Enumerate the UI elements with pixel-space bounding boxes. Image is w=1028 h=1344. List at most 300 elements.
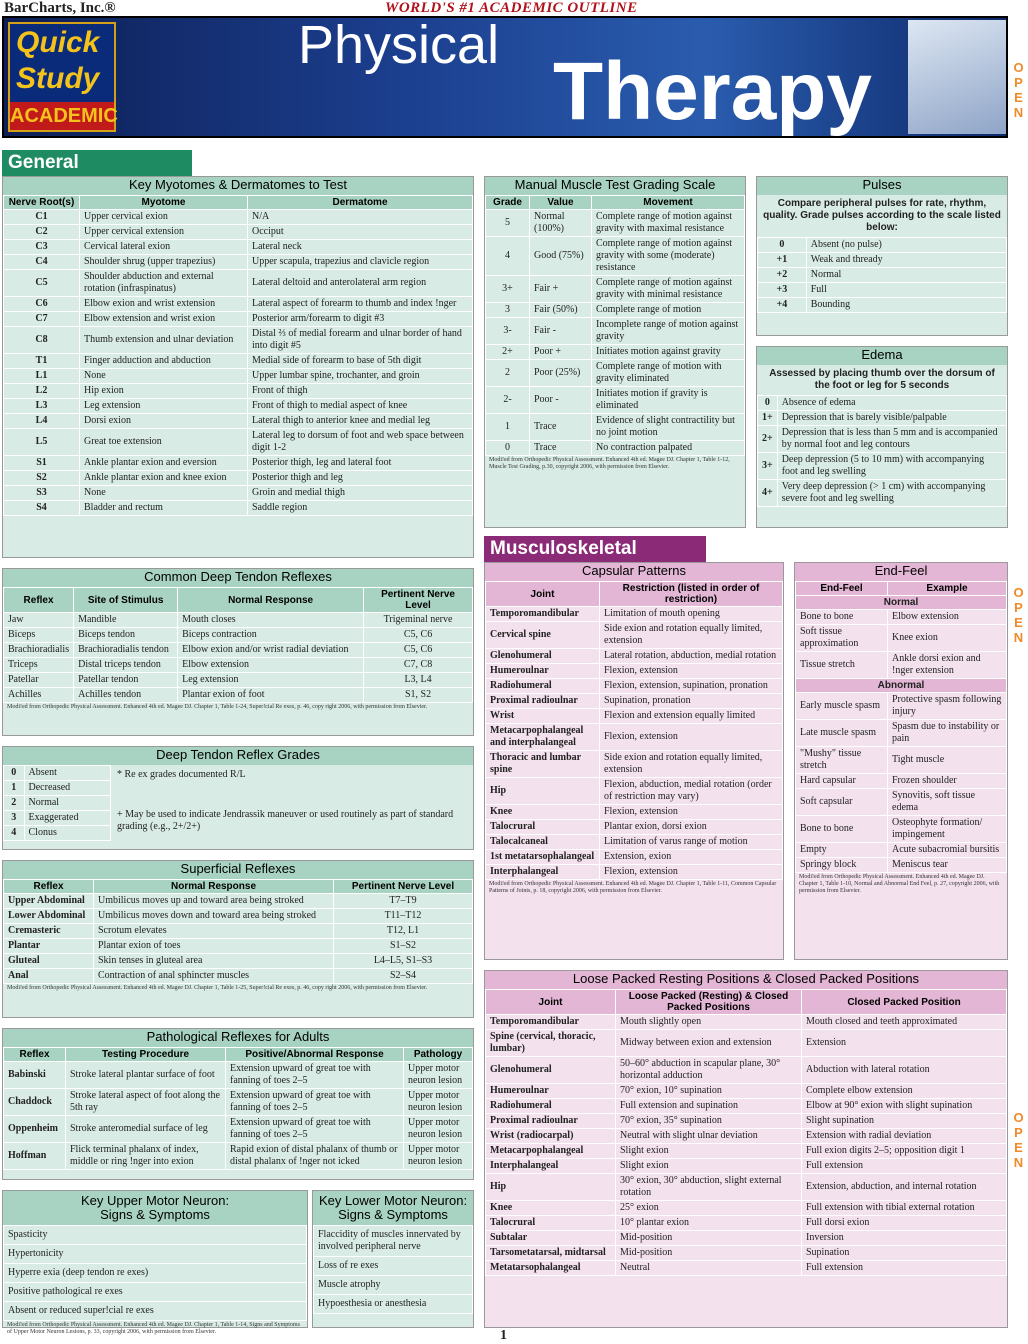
table-cell: Mid-position bbox=[616, 1246, 802, 1261]
table-cell: Upper Abdominal bbox=[4, 894, 94, 909]
col-header: Joint bbox=[486, 582, 600, 607]
table-cell: Very deep depression (> 1 cm) with accompanying severe foot and leg swelling bbox=[777, 480, 1006, 507]
table-row bbox=[4, 658, 473, 673]
table-cell: 50–60° abduction in scapular plane, 30° horizontal adduction bbox=[616, 1057, 802, 1084]
capsular-table-box bbox=[484, 562, 784, 960]
table-cell: Glenohumeral bbox=[486, 649, 600, 664]
list-item-text: Spasticity bbox=[4, 1226, 307, 1245]
table-cell: Proximal radioulnar bbox=[486, 1114, 616, 1129]
table-cell: L3 bbox=[4, 399, 80, 414]
table-row bbox=[486, 1201, 1007, 1216]
table-row bbox=[4, 1143, 473, 1170]
dtr-grades-body bbox=[4, 766, 111, 841]
list-item-text: Absent or reduced super!cial re exes bbox=[4, 1302, 307, 1321]
table-cell: Stroke anteromedial surface of leg bbox=[66, 1116, 226, 1143]
table-cell: Occiput bbox=[248, 225, 473, 240]
table-row bbox=[486, 387, 745, 414]
table-cell: Leg extension bbox=[178, 673, 364, 688]
page-number: 1 bbox=[500, 1328, 507, 1343]
endfeel-source-note: Modi!ed from Orthopedic Physical Assessment. Enhanced 4th ed. Magee DJ. Chapter 1, Table 1-10, Normal and Abnormal End Feel, p. 27, copyright 2006, with permission from Elsevier. bbox=[799, 874, 1000, 894]
table-cell: 1st metatarsophalangeal bbox=[486, 850, 600, 865]
dtr-grades-caption: Deep Tendon Reflex Grades bbox=[3, 747, 473, 765]
mmt-table bbox=[485, 195, 745, 456]
quickstudy-logo bbox=[8, 22, 116, 132]
mmt-table-box bbox=[484, 176, 746, 528]
packed-table-box bbox=[484, 970, 1008, 1328]
table-row bbox=[4, 954, 473, 969]
table-cell: Achilles tendon bbox=[74, 688, 178, 703]
table-cell: 1+ bbox=[758, 411, 778, 426]
myotomes-body bbox=[4, 210, 473, 516]
table-cell: Meniscus tear bbox=[888, 858, 1007, 873]
table-row bbox=[486, 724, 783, 751]
table-cell: Upper scapula, trapezius and clavicle region bbox=[248, 255, 473, 270]
table-cell: Depression that is barely visible/palpable bbox=[777, 411, 1006, 426]
table-cell: 0 bbox=[758, 396, 778, 411]
table-row bbox=[486, 709, 783, 724]
table-row bbox=[4, 456, 473, 471]
table-cell: Tissue stretch bbox=[796, 652, 888, 679]
table-row bbox=[4, 894, 473, 909]
table-cell: N/A bbox=[248, 210, 473, 225]
brand-name: BarCharts, Inc.® bbox=[4, 0, 116, 16]
table-cell: Skin tenses in gluteal area bbox=[94, 954, 334, 969]
table-cell: Flexion and extension equally limited bbox=[600, 709, 783, 724]
col-header: Movement bbox=[592, 196, 745, 210]
table-row bbox=[486, 850, 783, 865]
table-cell: Posterior thigh and leg bbox=[248, 471, 473, 486]
title-therapy: Therapy bbox=[553, 46, 872, 137]
table-row bbox=[486, 1231, 1007, 1246]
pulses-table bbox=[757, 237, 1007, 313]
table-cell: Weak and thready bbox=[806, 253, 1006, 268]
list-item bbox=[314, 1257, 473, 1276]
table-cell: Achilles bbox=[4, 688, 74, 703]
doctor-photo bbox=[908, 20, 1006, 134]
table-cell: 0 bbox=[4, 766, 25, 781]
table-cell: Biceps contraction bbox=[178, 628, 364, 643]
table-cell: Flick terminal phalanx of index, middle or ring !nger into exion bbox=[66, 1143, 226, 1170]
table-cell: Metacarpophalangeal and interphalangeal bbox=[486, 724, 600, 751]
table-cell: Biceps bbox=[4, 628, 74, 643]
list-item bbox=[4, 1283, 307, 1302]
table-cell: 1 bbox=[4, 781, 25, 796]
table-cell: Medial side of forearm to base of 5th digit bbox=[248, 354, 473, 369]
table-cell: Lateral rotation, abduction, medial rotation bbox=[600, 649, 783, 664]
table-cell: Fair + bbox=[530, 276, 592, 303]
table-cell: 2+ bbox=[758, 426, 778, 453]
edema-intro: Assessed by placing thumb over the dorsum of the foot or leg for 5 seconds bbox=[769, 368, 995, 391]
table-cell: Lateral leg to dorsum of foot and web space between digit 1-2 bbox=[248, 429, 473, 456]
list-item bbox=[314, 1295, 473, 1314]
table-cell: Flexion, extension, supination, pronation bbox=[600, 679, 783, 694]
open-tab-label: OPEN bbox=[1011, 585, 1026, 645]
table-cell: Thumb extension and ulnar deviation bbox=[80, 327, 248, 354]
table-cell: Jaw bbox=[4, 613, 74, 628]
logo-study: Study bbox=[16, 62, 100, 95]
table-cell: Dorsi exion bbox=[80, 414, 248, 429]
table-cell: C8 bbox=[4, 327, 80, 354]
pulses-caption: Pulses bbox=[757, 177, 1007, 195]
table-row bbox=[758, 283, 1007, 298]
table-cell: Humeroulnar bbox=[486, 664, 600, 679]
table-cell: Slight supination bbox=[802, 1114, 1007, 1129]
table-cell: Talocrural bbox=[486, 1216, 616, 1231]
table-cell: Babinski bbox=[4, 1062, 66, 1089]
table-cell: Knee bbox=[486, 1201, 616, 1216]
col-header: Normal Response bbox=[94, 880, 334, 894]
table-cell: Ankle dorsi exion and !nger extension bbox=[888, 652, 1007, 679]
table-cell: Osteophyte formation/ impingement bbox=[888, 816, 1007, 843]
table-cell: Upper motor neuron lesion bbox=[404, 1062, 473, 1089]
table-cell: Neutral bbox=[616, 1261, 802, 1276]
table-cell: Upper cervical exion bbox=[80, 210, 248, 225]
table-cell: Abduction with lateral rotation bbox=[802, 1057, 1007, 1084]
table-cell: Normal bbox=[806, 268, 1006, 283]
table-cell: Gluteal bbox=[4, 954, 94, 969]
table-cell: C6 bbox=[4, 297, 80, 312]
table-cell: 4 bbox=[4, 826, 25, 841]
table-cell: Brachioradialis bbox=[4, 643, 74, 658]
dtr-grades-notes bbox=[111, 765, 473, 841]
table-cell: Stroke lateral aspect of foot along the 5th ray bbox=[66, 1089, 226, 1116]
table-row bbox=[486, 805, 783, 820]
pathological-body bbox=[4, 1062, 473, 1170]
table-cell: Late muscle spasm bbox=[796, 720, 888, 747]
table-cell: Evidence of slight contractility but no joint motion bbox=[592, 414, 745, 441]
table-row bbox=[486, 1144, 1007, 1159]
table-cell: Saddle region bbox=[248, 501, 473, 516]
table-cell: Umbilicus moves up and toward area being stroked bbox=[94, 894, 334, 909]
table-cell: Rapid exion of distal phalanx of thumb or distal phalanx of !nger not icked bbox=[226, 1143, 404, 1170]
table-row bbox=[4, 688, 473, 703]
table-cell: Upper motor neuron lesion bbox=[404, 1089, 473, 1116]
table-cell: Poor - bbox=[530, 387, 592, 414]
table-row bbox=[486, 303, 745, 318]
pathological-caption: Pathological Reflexes for Adults bbox=[3, 1029, 473, 1047]
table-cell: L4–L5, S1–S3 bbox=[334, 954, 473, 969]
table-cell: Complete range of motion against gravity with maximal resistance bbox=[592, 210, 745, 237]
table-cell: Mouth closes bbox=[178, 613, 364, 628]
table-cell: Radiohumeral bbox=[486, 1099, 616, 1114]
table-cell: Initiates motion against gravity bbox=[592, 345, 745, 360]
table-cell: Ankle plantar exion and eversion bbox=[80, 456, 248, 471]
superficial-table-box bbox=[2, 860, 474, 1018]
table-row bbox=[486, 414, 745, 441]
superficial-table bbox=[3, 879, 473, 984]
table-cell: Tight muscle bbox=[888, 747, 1007, 774]
table-row bbox=[486, 237, 745, 276]
endfeel-table bbox=[795, 581, 1007, 873]
table-cell: S1 bbox=[4, 456, 80, 471]
table-row bbox=[4, 414, 473, 429]
table-cell: Flexion, abduction, medial rotation (order of restriction may vary) bbox=[600, 778, 783, 805]
edema-body bbox=[758, 396, 1007, 507]
table-cell: Trace bbox=[530, 441, 592, 456]
table-cell: +3 bbox=[758, 283, 807, 298]
packed-caption: Loose Packed Resting Positions & Closed Packed Positions bbox=[485, 971, 1007, 989]
table-row bbox=[486, 679, 783, 694]
table-cell: Limitation of mouth opening bbox=[600, 607, 783, 622]
table-cell: C5, C6 bbox=[364, 628, 473, 643]
table-cell: Shoulder abduction and external rotation (infraspinatus) bbox=[80, 270, 248, 297]
table-row bbox=[486, 1114, 1007, 1129]
table-cell: 0 bbox=[486, 441, 530, 456]
table-cell: Elbow at 90° exion with slight supination bbox=[802, 1099, 1007, 1114]
col-header: Testing Procedure bbox=[66, 1048, 226, 1062]
open-tab-label: OPEN bbox=[1011, 60, 1026, 120]
table-cell: S2–S4 bbox=[334, 969, 473, 984]
table-cell: Full extension bbox=[802, 1159, 1007, 1174]
table-row bbox=[4, 673, 473, 688]
table-cell: Temporomandibular bbox=[486, 607, 600, 622]
table-cell: Hip exion bbox=[80, 384, 248, 399]
table-row bbox=[4, 643, 473, 658]
table-cell: 70° exion, 10° supination bbox=[616, 1084, 802, 1099]
table-cell: Hip bbox=[486, 1174, 616, 1201]
table-row bbox=[758, 453, 1007, 480]
table-cell: Bounding bbox=[806, 298, 1006, 313]
col-header: Grade bbox=[486, 196, 530, 210]
col-header: Restriction (listed in order of restriction) bbox=[600, 582, 783, 607]
table-cell: Distal triceps tendon bbox=[74, 658, 178, 673]
table-cell: Full extension bbox=[802, 1261, 1007, 1276]
table-row bbox=[486, 820, 783, 835]
table-cell: T1 bbox=[4, 354, 80, 369]
table-row bbox=[796, 747, 1007, 774]
table-row bbox=[486, 1159, 1007, 1174]
edema-box bbox=[756, 346, 1008, 528]
mmt-source-note: Modi!ed from Orthopedic Physical Assessment. Enhanced 4th ed. Magee DJ. Chapter 1, Table 1-12, Muscle Test Grading, p.30, copyright 2006, with permission from Elsevier. bbox=[489, 457, 730, 470]
table-cell: Glenohumeral bbox=[486, 1057, 616, 1084]
table-row bbox=[486, 778, 783, 805]
table-cell: Soft capsular bbox=[796, 789, 888, 816]
outline-tagline: WORLD'S #1 ACADEMIC OUTLINE bbox=[385, 0, 638, 16]
table-row bbox=[4, 909, 473, 924]
list-item-text: Hypoesthesia or anesthesia bbox=[314, 1295, 473, 1314]
table-cell: 4+ bbox=[758, 480, 778, 507]
table-cell: T11–T12 bbox=[334, 909, 473, 924]
table-cell: 0 bbox=[758, 238, 807, 253]
col-header: Normal Response bbox=[178, 588, 364, 613]
table-cell: Great toe extension bbox=[80, 429, 248, 456]
myotomes-table-box bbox=[2, 176, 474, 558]
table-cell: Upper motor neuron lesion bbox=[404, 1143, 473, 1170]
table-row bbox=[4, 384, 473, 399]
table-row bbox=[4, 781, 111, 796]
table-cell: Absent bbox=[24, 766, 110, 781]
table-cell: 2 bbox=[486, 360, 530, 387]
table-cell: Protective spasm following injury bbox=[888, 693, 1007, 720]
pathological-table-box bbox=[2, 1028, 474, 1180]
table-cell: 2+ bbox=[486, 345, 530, 360]
table-cell: Flexion, extension bbox=[600, 805, 783, 820]
table-row bbox=[796, 858, 1007, 873]
table-cell: Clonus bbox=[24, 826, 110, 841]
table-cell: 2 bbox=[4, 796, 25, 811]
table-cell: Stroke lateral plantar surface of foot bbox=[66, 1062, 226, 1089]
table-cell: Initiates motion if gravity is eliminated bbox=[592, 387, 745, 414]
table-cell: Trigeminal nerve bbox=[364, 613, 473, 628]
table-cell: 3 bbox=[486, 303, 530, 318]
table-cell: Incomplete range of motion against gravity bbox=[592, 318, 745, 345]
table-cell: Full dorsi exion bbox=[802, 1216, 1007, 1231]
table-cell: Elbow extension bbox=[178, 658, 364, 673]
table-cell: Front of thigh to medial aspect of knee bbox=[248, 399, 473, 414]
table-row bbox=[486, 318, 745, 345]
table-cell: Lower Abdominal bbox=[4, 909, 94, 924]
table-row bbox=[796, 610, 1007, 625]
table-cell: Brachioradialis tendon bbox=[74, 643, 178, 658]
table-cell: Plantar bbox=[4, 939, 94, 954]
table-cell: Ankle plantar exion and knee exion bbox=[80, 471, 248, 486]
table-row bbox=[486, 1015, 1007, 1030]
table-cell: Upper lumbar spine, trochanter, and groin bbox=[248, 369, 473, 384]
table-subheader bbox=[796, 679, 1007, 693]
table-cell: 3+ bbox=[758, 453, 778, 480]
table-cell: Absence of edema bbox=[777, 396, 1006, 411]
table-cell: Bladder and rectum bbox=[80, 501, 248, 516]
table-row bbox=[4, 766, 111, 781]
table-cell: Absent (no pulse) bbox=[806, 238, 1006, 253]
table-cell: No contraction palpated bbox=[592, 441, 745, 456]
table-cell: Full extension with tibial external rotation bbox=[802, 1201, 1007, 1216]
table-cell: Spasm due to instability or pain bbox=[888, 720, 1007, 747]
myotomes-caption: Key Myotomes & Dermatomes to Test bbox=[3, 177, 473, 195]
col-header: Reflex bbox=[4, 588, 74, 613]
table-cell: Midway between exion and extension bbox=[616, 1030, 802, 1057]
table-cell: +1 bbox=[758, 253, 807, 268]
edema-table bbox=[757, 395, 1007, 507]
table-cell: Plantar exion of toes bbox=[94, 939, 334, 954]
table-cell: Springy block bbox=[796, 858, 888, 873]
table-cell: Fair (50%) bbox=[530, 303, 592, 318]
table-row bbox=[4, 486, 473, 501]
table-row bbox=[4, 826, 111, 841]
table-cell: Extension upward of great toe with fanning of toes 2–5 bbox=[226, 1062, 404, 1089]
table-cell: Mouth closed and teeth approximated bbox=[802, 1015, 1007, 1030]
packed-table bbox=[485, 989, 1007, 1276]
lmn-list bbox=[313, 1225, 473, 1314]
superficial-source-note: Modi!ed from Orthopedic Physical Assessment. Enhanced 4th ed. Magee DJ. Chapter 1, Table 1-25, Super!cial Re exes, p. 46, copy right 2006, with permission from Elsevier. bbox=[7, 985, 428, 991]
lmn-body bbox=[314, 1226, 473, 1314]
table-row bbox=[486, 1099, 1007, 1114]
col-header: Joint bbox=[486, 990, 616, 1015]
table-cell: Complete range of motion against gravity with some (moderate) resistance bbox=[592, 237, 745, 276]
table-cell: Wrist (radiocarpal) bbox=[486, 1129, 616, 1144]
pathological-table bbox=[3, 1047, 473, 1170]
open-tab-1 bbox=[1008, 60, 1024, 124]
subheader-label: Abnormal bbox=[796, 679, 1007, 693]
table-cell: Upper motor neuron lesion bbox=[404, 1116, 473, 1143]
table-row bbox=[4, 312, 473, 327]
table-cell: Trace bbox=[530, 414, 592, 441]
table-cell: Hoffman bbox=[4, 1143, 66, 1170]
col-header: Myotome bbox=[80, 196, 248, 210]
table-cell: Complete range of motion bbox=[592, 303, 745, 318]
table-cell: 1 bbox=[486, 414, 530, 441]
table-cell: C7, C8 bbox=[364, 658, 473, 673]
table-cell: S2 bbox=[4, 471, 80, 486]
table-cell: +4 bbox=[758, 298, 807, 313]
table-cell: T7–T9 bbox=[334, 894, 473, 909]
table-row bbox=[796, 789, 1007, 816]
list-item-text: Loss of re exes bbox=[314, 1257, 473, 1276]
table-row bbox=[4, 969, 473, 984]
list-item-text: Hyperre exia (deep tendon re exes) bbox=[4, 1264, 307, 1283]
table-cell: Oppenheim bbox=[4, 1116, 66, 1143]
umn-body bbox=[4, 1226, 307, 1321]
table-cell: Side exion and rotation equally limited, extension bbox=[600, 622, 783, 649]
table-cell: Early muscle spasm bbox=[796, 693, 888, 720]
endfeel-body bbox=[796, 596, 1007, 873]
superficial-body bbox=[4, 894, 473, 984]
table-row bbox=[486, 345, 745, 360]
list-item-text: Hypertonicity bbox=[4, 1245, 307, 1264]
table-cell: Cervical spine bbox=[486, 622, 600, 649]
table-cell: T12, L1 bbox=[334, 924, 473, 939]
endfeel-table-box bbox=[794, 562, 1008, 960]
table-cell: L5 bbox=[4, 429, 80, 456]
table-cell: Extension, exion bbox=[600, 850, 783, 865]
table-row bbox=[796, 774, 1007, 789]
table-cell: Extension bbox=[802, 1030, 1007, 1057]
endfeel-caption: End-Feel bbox=[795, 563, 1007, 581]
open-tab-3 bbox=[1008, 1110, 1024, 1174]
table-cell: Empty bbox=[796, 843, 888, 858]
umn-box bbox=[2, 1190, 308, 1335]
table-cell: Neutral with slight ulnar deviation bbox=[616, 1129, 802, 1144]
pulses-box bbox=[756, 176, 1008, 336]
table-cell: "Mushy" tissue stretch bbox=[796, 747, 888, 774]
table-cell: Normal (100%) bbox=[530, 210, 592, 237]
table-row bbox=[4, 210, 473, 225]
table-cell: Extension, abduction, and internal rotation bbox=[802, 1174, 1007, 1201]
table-cell: None bbox=[80, 369, 248, 384]
table-row bbox=[4, 369, 473, 384]
table-cell: Elbow extension bbox=[888, 610, 1007, 625]
table-row bbox=[4, 501, 473, 516]
table-row bbox=[486, 1084, 1007, 1099]
table-cell: Thoracic and lumbar spine bbox=[486, 751, 600, 778]
table-cell: 3- bbox=[486, 318, 530, 345]
umn-source-note: Modi!ed from Orthopedic Physical Assessment. Enhanced 4th ed. Magee DJ. Chapter 1, Table 1-14, Signs and Symptoms of Upper Motor Neuron Lesions, p. 33, copyright 2006, with permission from Elsevier. bbox=[7, 1322, 300, 1335]
table-row bbox=[486, 1261, 1007, 1276]
dtr-body bbox=[4, 613, 473, 703]
table-cell: Full exion digits 2–5; opposition digit 1 bbox=[802, 1144, 1007, 1159]
col-header: Site of Stimulus bbox=[74, 588, 178, 613]
subheader-label: Normal bbox=[796, 596, 1007, 610]
table-cell: Groin and medial thigh bbox=[248, 486, 473, 501]
dtr-table-box bbox=[2, 568, 474, 736]
table-cell: Hip bbox=[486, 778, 600, 805]
umn-caption-line1: Key Upper Motor Neuron: bbox=[80, 1193, 230, 1208]
col-header: Pertinent Nerve Level bbox=[334, 880, 473, 894]
table-cell: L1 bbox=[4, 369, 80, 384]
table-cell: 3+ bbox=[486, 276, 530, 303]
table-row bbox=[4, 225, 473, 240]
table-cell: Good (75%) bbox=[530, 237, 592, 276]
table-cell: Contraction of anal sphincter muscles bbox=[94, 969, 334, 984]
list-item bbox=[314, 1276, 473, 1295]
table-row bbox=[4, 240, 473, 255]
table-cell: Chaddock bbox=[4, 1089, 66, 1116]
pulses-intro: Compare peripheral pulses for rate, rhythm, quality. Grade pulses according to the scale listed below: bbox=[763, 198, 1001, 233]
table-row bbox=[486, 360, 745, 387]
table-cell: Finger adduction and abduction bbox=[80, 354, 248, 369]
table-row bbox=[486, 622, 783, 649]
table-row bbox=[796, 843, 1007, 858]
